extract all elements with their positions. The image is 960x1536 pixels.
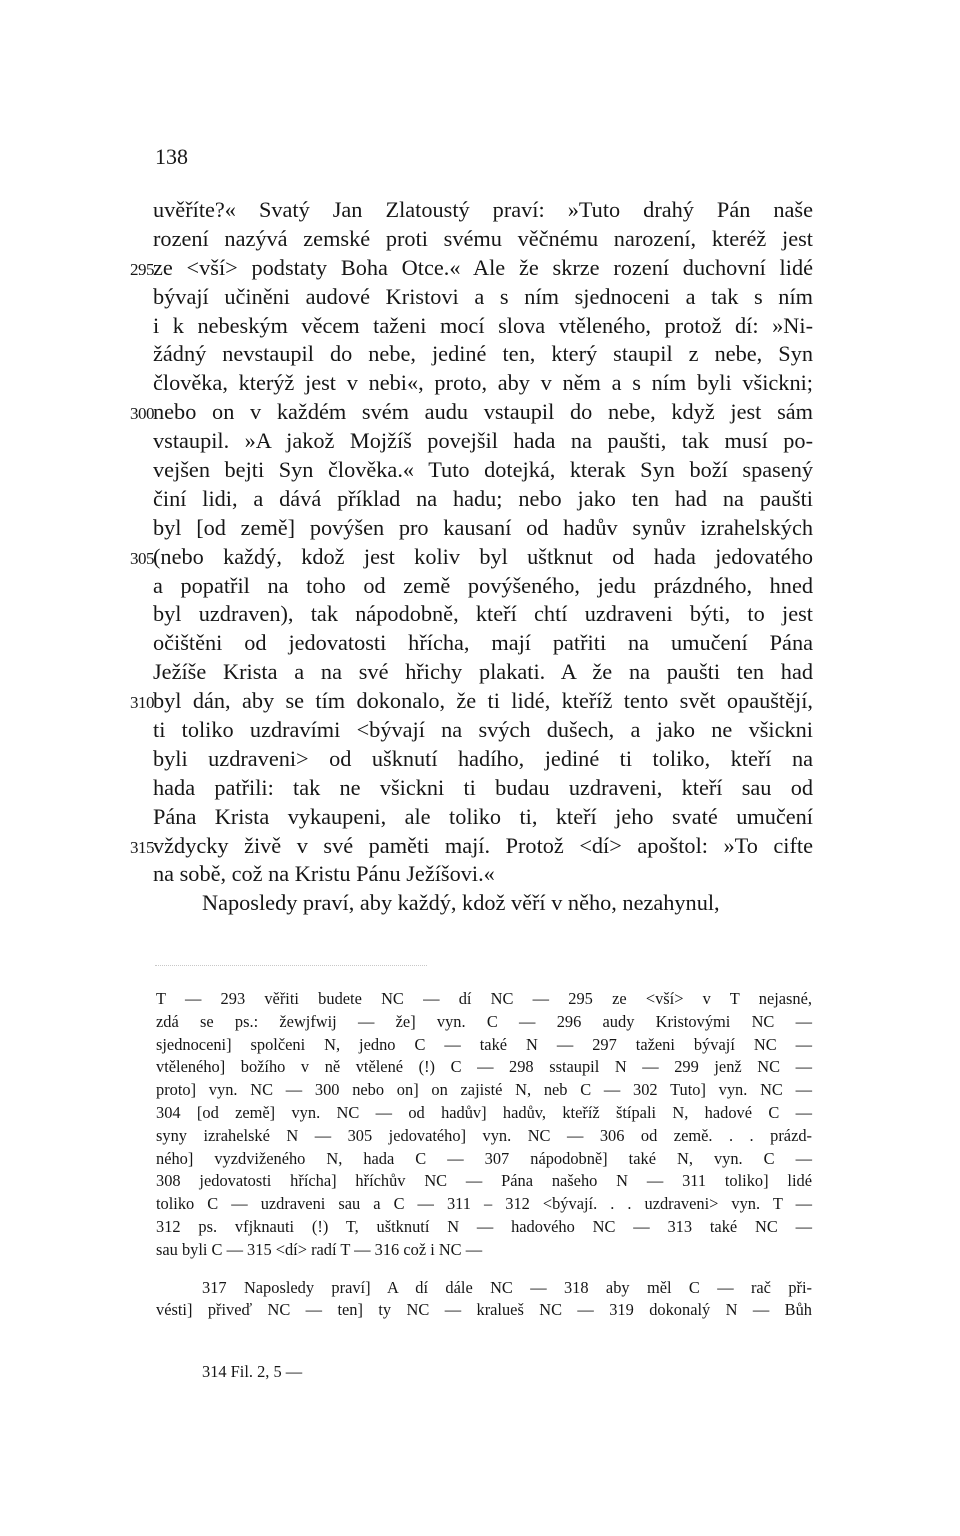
- text-line: [153, 283, 813, 312]
- line-text: i k nebeským věcem taženi mocí slova vtěleného, protož dí: »Ni-: [153, 312, 813, 338]
- line-text: vejšen bejti Syn člověka.« Tuto dotejká, kterak Syn boží spasený: [153, 457, 813, 483]
- line-text: očištěni od jedovatosti hřícha, mají patřiti na umučení Pána: [153, 630, 813, 656]
- line-text: nebo on v každém svém audu vstaupil do nebe, když jest sám: [153, 399, 813, 425]
- apparatus-line: sjednoceni] spolčeni N, jedno C — také N — 297 taženi bývají NC —: [156, 1034, 812, 1054]
- line-text: byl [od země] povýšen pro kausaní od hadův synův izrahelských: [153, 514, 813, 540]
- apparatus-line: sau byli C — 315 <dí> radí T — 316 což i NC —: [156, 1239, 483, 1259]
- line-text: vždycky živě v své paměti mají. Protož <dí> apoštol: »To cifte: [153, 832, 813, 858]
- text-line: [153, 427, 813, 456]
- text-line: [130, 543, 813, 572]
- reference-note: 314 Fil. 2, 5 —: [202, 1362, 303, 1382]
- apparatus-line: 308 jedovatosti hřícha] hříchův NC — Pána našeho N — 311 toliko] lidé: [156, 1171, 812, 1191]
- line-text: byli uzdraveni> od ušknutí hadího, jediné ti toliko, kteří na: [153, 745, 813, 771]
- line-text: člověka, kterýž jest v nebi«, proto, aby v něm a s ním byli všickni;: [153, 370, 813, 396]
- apparatus-line: T — 293 věřiti budete NC — dí NC — 295 ze <vší> v T nejasné,: [156, 989, 812, 1008]
- line-number: 295: [130, 259, 154, 279]
- apparatus-line: 304 [od země] vyn. NC — od hadův] hadův, kteříž štípali N, hadové C —: [156, 1102, 812, 1122]
- line-text: Naposledy praví, aby každý, kdož věří v něho, nezahynul,: [202, 890, 720, 916]
- apparatus-line: 312 ps. vfjknauti (!) T, uštknutí N — hadového NC — 313 také NC —: [156, 1216, 812, 1236]
- text-line: [130, 398, 813, 427]
- text-line: [153, 745, 813, 774]
- text-line: [153, 716, 813, 745]
- line-text: na sobě, což na Kristu Pánu Ježíšovi.«: [153, 861, 495, 887]
- text-line: [153, 803, 813, 832]
- text-line: [153, 340, 813, 369]
- text-line: [130, 832, 813, 861]
- apparatus-line: vtěleného] božího v ně vtělené (!) C — 298 sstaupil N — 299 jenž NC —: [156, 1057, 812, 1077]
- line-text: byl uzdraven), tak nápodobně, kteří chtí uzdraveni býti, to jest: [153, 601, 813, 627]
- line-text: Ježíše Krista a na své hřichy plakati. A že na paušti ten had: [153, 659, 813, 685]
- apparatus-line: 317 Naposledy praví] A dí dále NC — 318 aby měl C — rač při-: [202, 1277, 812, 1297]
- line-text: ti toliko uzdravími <bývají na svých dušech, a jako ne všickni: [153, 717, 813, 743]
- line-number: 315: [130, 837, 154, 857]
- critical-apparatus: [156, 988, 812, 1384]
- apparatus-line: toliko C — uzdraveni sau a C — 311 – 312 <bývají. . . uzdraveni> vyn. T —: [156, 1194, 812, 1214]
- text-line: [130, 687, 813, 716]
- line-text: činí lidi, a dává příklad na hadu; nebo jako ten had na paušti: [153, 485, 813, 511]
- apparatus-line: ného] vyzdviženého N, hada C — 307 nápodobně] také N, vyn. C —: [156, 1148, 812, 1168]
- line-text: Pána Krista vykaupeni, ale toliko ti, kteří jeho svaté umučení: [153, 803, 813, 829]
- line-text: rození nazývá zemské proti svému věčnému narození, kteréž jest: [153, 225, 813, 251]
- text-line: [153, 658, 813, 687]
- text-line: [153, 629, 813, 658]
- apparatus-line: zdá se ps.: žewjfwij — že] vyn. C — 296 audy Kristovými NC —: [156, 1011, 812, 1031]
- text-line: [153, 860, 813, 889]
- apparatus-line: vésti] přiveď NC — ten] ty NC — kralueš NC — 319 dokonalý N — Bůh: [156, 1300, 812, 1320]
- text-line: [153, 485, 813, 514]
- text-line: [153, 600, 813, 629]
- line-text: žádný nevstaupil do nebe, jediné ten, který staupil z nebe, Syn: [153, 341, 813, 367]
- line-number: 300: [130, 404, 154, 424]
- text-line: [153, 456, 813, 485]
- text-line: [153, 572, 813, 601]
- text-line: [153, 312, 813, 341]
- text-line: [153, 196, 813, 225]
- text-line: [153, 225, 813, 254]
- line-text: (nebo každý, kdož jest koliv byl uštknut od hada jedovatého: [153, 543, 813, 569]
- main-text: [130, 196, 813, 918]
- line-text: a popatřil na toho od země povýšeného, jedu prázdného, hned: [153, 572, 813, 598]
- line-text: ze <vší> podstaty Boha Otce.« Ale že skrze rození duchovní lidé: [153, 254, 813, 280]
- apparatus-gap: [156, 1262, 812, 1277]
- line-text: hada patřili: tak ne všickni ti budau uzdraveni, kteří sau od: [153, 774, 813, 800]
- line-number: 305: [130, 548, 154, 568]
- text-line: [130, 254, 813, 283]
- text-line: [153, 514, 813, 543]
- text-line: [153, 774, 813, 803]
- text-line: [153, 889, 813, 918]
- footnote-divider: [155, 965, 427, 966]
- apparatus-gap: [156, 1322, 812, 1361]
- page-number: 138: [155, 144, 188, 169]
- line-text: uvěříte?« Svatý Jan Zlatoustý praví: »Tuto drahý Pán naše: [153, 197, 813, 222]
- text-line: [153, 369, 813, 398]
- line-text: bývají učiněni audové Kristovi a s ním sjednoceni a tak s ním: [153, 283, 813, 309]
- line-text: byl dán, aby se tím dokonalo, že ti lidé, kteříž tento svět opauštějí,: [153, 688, 813, 714]
- line-text: vstaupil. »A jakož Mojžíš povejšil hada na paušti, tak musí po-: [153, 428, 813, 454]
- apparatus-line: syny izrahelské N — 305 jedovatého] vyn. NC — 306 od země. . . prázd-: [156, 1125, 812, 1145]
- apparatus-line: proto] vyn. NC — 300 nebo on] on zajisté N, neb C — 302 Tuto] vyn. NC —: [156, 1080, 812, 1100]
- line-number: 310: [130, 693, 154, 713]
